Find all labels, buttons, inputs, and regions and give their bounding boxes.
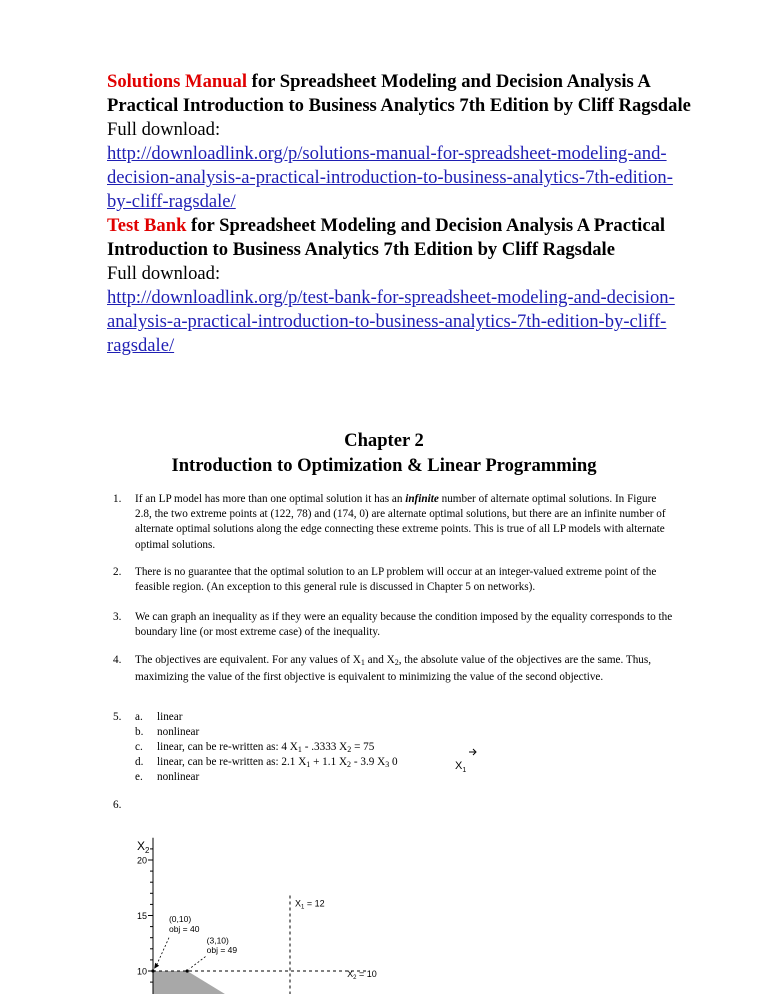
point-obj-label: obj = 49: [206, 945, 238, 956]
download-link-1[interactable]: http://downloadlink.org/p/solutions-manual-for-spreadsheet-modeling-and-decision-analysis-a-practical-introduction-to-business-analytics-7th-edition-by-cliff-ragsdale/: [107, 143, 673, 212]
answer-5c: c. linear, can be re-written as: 4 $X_1 - .3333$ $X_2 = 75$: [135, 741, 375, 754]
y-tick-label: 15: [137, 911, 148, 921]
answer-5a: a. linear: [135, 711, 183, 723]
arrow-head-icon: [154, 963, 159, 969]
constraint-label-x1: $X_1 = 12$: [295, 898, 325, 911]
stray-x1-label: $X_1$: [455, 760, 467, 775]
extreme-point: [186, 969, 189, 972]
test-bank-title: Test Bank for Spreadsheet Modeling and Decision Analysis A Practical Introduction to Business Analytics 7th Edition by Cliff Ragsdale: [107, 215, 666, 260]
chapter-number: Chapter 2: [344, 430, 424, 451]
point-label: (0,10): [168, 914, 192, 925]
y-ticks: [137, 849, 153, 982]
extreme-point: [151, 969, 154, 972]
extreme-points: [151, 914, 237, 972]
full-download-label-2: Full download:: [107, 263, 221, 284]
point-arrow: [190, 957, 206, 969]
answer-5d: d. linear, can be re-written as: 2.1 $X_1 + 1.1$ $X_2 - 3.9$ $X_3$ 0: [135, 756, 398, 769]
chapter-title: Introduction to Optimization & Linear Programming: [171, 455, 597, 476]
y-tick-label: 10: [137, 966, 148, 977]
point-label: (3,10): [206, 935, 229, 946]
solutions-manual-label: Solutions Manual: [107, 71, 248, 92]
answer-5e: e. nonlinear: [135, 771, 200, 783]
test-bank-label: Test Bank: [107, 215, 187, 236]
download-link-2[interactable]: http://downloadlink.org/p/test-bank-for-spreadsheet-modeling-and-decision-analysis-a-practical-introduction-to-business-analytics-7th-edition-by-cliff-ragsdale/: [107, 287, 675, 356]
title-block: [107, 70, 697, 358]
feasible-region-chart: [113, 825, 443, 994]
full-download-label-1: Full download:: [107, 119, 221, 140]
solutions-manual-title: Solutions Manual for Spreadsheet Modeling and Decision Analysis A Practical Introduction to Business Analytics 7th Edition by Cliff Ragsdale: [107, 71, 691, 116]
y-axis-label: $X_2$: [137, 838, 150, 855]
stray-arrow-icon: [468, 748, 478, 756]
emphasis: infinite: [405, 493, 439, 505]
y-tick-label: 20: [137, 855, 148, 866]
answer-5b: b. nonlinear: [135, 726, 200, 738]
feasible-region: [153, 971, 225, 994]
constraint-label-x2: $X_2 = 10$: [347, 969, 377, 981]
point-arrow: [156, 938, 169, 966]
point-obj-label: obj = 40: [168, 924, 200, 935]
